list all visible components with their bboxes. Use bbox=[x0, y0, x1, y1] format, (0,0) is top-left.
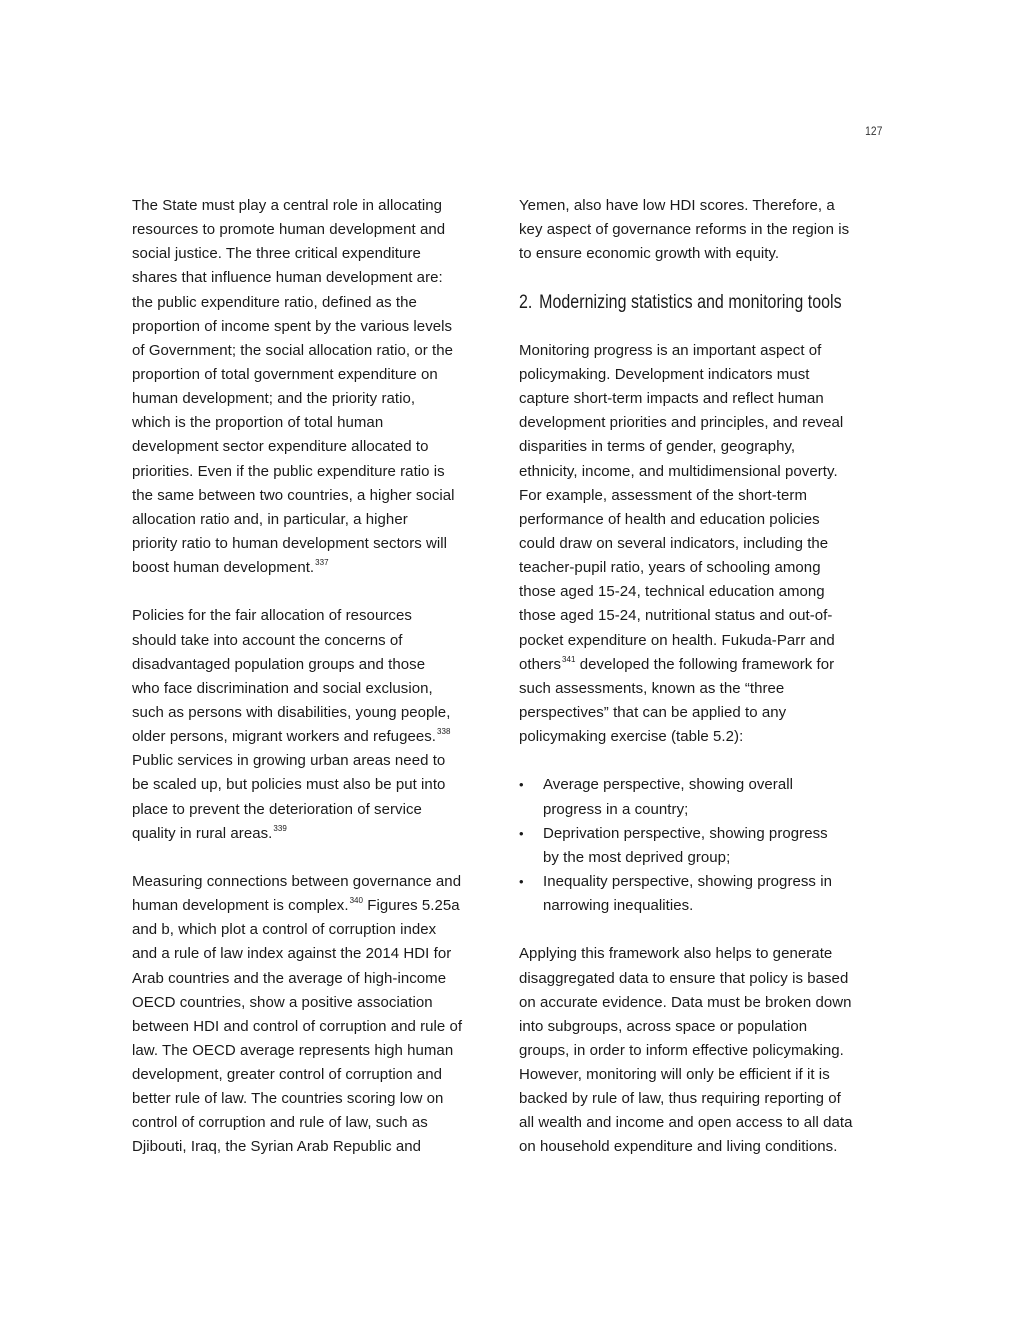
text-line bbox=[132, 556, 502, 580]
text-fragment: older persons, migrant workers and refugees. bbox=[132, 728, 437, 746]
text-line: should take into account the concerns of bbox=[132, 631, 403, 649]
text-line: Measuring connections between governance and bbox=[132, 872, 462, 890]
text-line: proportion of income spent by the various levels bbox=[132, 317, 453, 335]
text-line bbox=[132, 894, 502, 918]
text-fragment: boost human development. bbox=[132, 559, 315, 577]
bullet-item-inequality bbox=[519, 870, 889, 918]
text-line: shares that influence human development are: bbox=[132, 269, 443, 287]
text-line: social justice. The three critical expenditure bbox=[132, 245, 421, 263]
text-line: disaggregated data to ensure that policy is based bbox=[519, 969, 849, 987]
bullet-icon: • bbox=[519, 825, 524, 841]
page-number: 127 bbox=[865, 124, 883, 138]
text-line: those aged 15-24, technical education among bbox=[519, 583, 825, 601]
paragraph-gap bbox=[519, 918, 889, 942]
footnote-ref-338[interactable]: 338 bbox=[437, 727, 451, 737]
text-line: allocation ratio and, in particular, a higher bbox=[132, 510, 408, 528]
text-line: groups, in order to inform effective policymaking. bbox=[519, 1041, 844, 1059]
text-line: policymaking. Development indicators must bbox=[519, 365, 810, 383]
paragraph-state-role bbox=[132, 194, 502, 580]
text-line: the public expenditure ratio, defined as the bbox=[132, 293, 417, 311]
text-line: could draw on several indicators, including the bbox=[519, 534, 829, 552]
text-line: by the most deprived group; bbox=[543, 848, 731, 866]
text-line: development priorities and principles, and reveal bbox=[519, 414, 844, 432]
text-line: to ensure economic growth with equity. bbox=[519, 245, 780, 263]
text-line: OECD countries, show a positive association bbox=[132, 993, 433, 1011]
text-line: priorities. Even if the public expenditure ratio is bbox=[132, 462, 445, 480]
text-line: For example, assessment of the short-term bbox=[519, 486, 807, 504]
text-line: law. The OECD average represents high human bbox=[132, 1041, 454, 1059]
text-line: proportion of total government expenditure on bbox=[132, 365, 438, 383]
paragraph-gap bbox=[519, 749, 889, 773]
text-line: all wealth and income and open access to all data bbox=[519, 1114, 853, 1132]
perspectives-bullet-list bbox=[519, 773, 889, 918]
text-line: development sector expenditure allocated to bbox=[132, 438, 429, 456]
text-line: on accurate evidence. Data must be broken down bbox=[519, 993, 852, 1011]
paragraph-gap bbox=[519, 266, 889, 290]
footnote-ref-337[interactable]: 337 bbox=[315, 558, 329, 568]
text-line: Average perspective, showing overall bbox=[543, 776, 793, 794]
text-fragment: human development is complex. bbox=[132, 897, 349, 915]
text-line: progress in a country; bbox=[543, 800, 689, 818]
text-line: Public services in growing urban areas need to bbox=[132, 752, 446, 770]
text-line: key aspect of governance reforms in the region is bbox=[519, 221, 850, 239]
text-line: such assessments, known as the “three bbox=[519, 679, 785, 697]
section-heading bbox=[519, 291, 842, 315]
right-column bbox=[519, 194, 889, 1160]
paragraph-fair-allocation bbox=[132, 604, 502, 845]
text-line: ethnicity, income, and multidimensional poverty. bbox=[519, 462, 838, 480]
paragraph-applying-framework bbox=[519, 942, 889, 1159]
text-line: which is the proportion of total human bbox=[132, 414, 384, 432]
text-line: and a rule of law index against the 2014 HDI for bbox=[132, 945, 452, 963]
text-line: between HDI and control of corruption and rule of bbox=[132, 1017, 463, 1035]
text-line: capture short-term impacts and reflect human bbox=[519, 390, 824, 408]
text-line: be scaled up, but policies must also be put into bbox=[132, 776, 446, 794]
footnote-ref-339[interactable]: 339 bbox=[273, 823, 287, 833]
bullet-icon: • bbox=[519, 873, 524, 889]
paragraph-yemen-continuation bbox=[519, 194, 889, 266]
text-line bbox=[519, 653, 889, 677]
text-line: human development; and the priority ratio, bbox=[132, 390, 416, 408]
text-line: priority ratio to human development sectors will bbox=[132, 534, 448, 552]
text-fragment: developed the following framework for bbox=[575, 655, 835, 673]
text-line: resources to promote human development and bbox=[132, 221, 446, 239]
text-line: disparities in terms of gender, geography, bbox=[519, 438, 796, 456]
text-line: pocket expenditure on health. Fukuda-Parr and bbox=[519, 631, 835, 649]
text-line: the same between two countries, a higher social bbox=[132, 486, 455, 504]
text-line: policymaking exercise (table 5.2): bbox=[519, 728, 744, 746]
text-line: who face discrimination and social exclusion, bbox=[132, 679, 433, 697]
paragraph-gap bbox=[132, 580, 502, 604]
text-line: Deprivation perspective, showing progress bbox=[543, 824, 828, 842]
text-line: Djibouti, Iraq, the Syrian Arab Republic and bbox=[132, 1138, 422, 1156]
section-number: 2. bbox=[519, 291, 533, 313]
text-line: Policies for the fair allocation of resources bbox=[132, 607, 412, 625]
text-line: Yemen, also have low HDI scores. Therefore, a bbox=[519, 197, 835, 214]
section-title: Modernizing statistics and monitoring tools bbox=[539, 291, 842, 313]
text-line: such as persons with disabilities, young people, bbox=[132, 703, 451, 721]
text-line: perspectives” that can be applied to any bbox=[519, 703, 787, 721]
bullet-item-average bbox=[519, 773, 889, 821]
text-line: However, monitoring will only be efficient if it is bbox=[519, 1066, 830, 1084]
paragraph-gap bbox=[132, 846, 502, 870]
text-line: of Government; the social allocation ratio, or the bbox=[132, 341, 454, 359]
text-line: those aged 15-24, nutritional status and out-of- bbox=[519, 607, 833, 625]
text-line: better rule of law. The countries scoring low on bbox=[132, 1090, 444, 1108]
text-line: development, greater control of corruption and bbox=[132, 1066, 442, 1084]
text-fragment: others bbox=[519, 655, 561, 673]
paragraph-measuring-governance bbox=[132, 870, 502, 1160]
text-line: control of corruption and rule of law, such as bbox=[132, 1114, 428, 1132]
text-line: teacher-pupil ratio, years of schooling among bbox=[519, 559, 821, 577]
text-line: narrowing inequalities. bbox=[543, 897, 694, 915]
text-line: and b, which plot a control of corruption index bbox=[132, 921, 437, 939]
text-line: place to prevent the deterioration of service bbox=[132, 800, 422, 818]
text-line: Arab countries and the average of high-income bbox=[132, 969, 447, 987]
footnote-ref-340[interactable]: 340 bbox=[349, 896, 364, 906]
text-line: Inequality perspective, showing progress in bbox=[543, 872, 832, 890]
footnote-ref-341[interactable]: 341 bbox=[562, 654, 576, 664]
text-line: backed by rule of law, thus requiring reporting of bbox=[519, 1090, 841, 1108]
text-fragment: quality in rural areas. bbox=[132, 824, 273, 842]
text-line: performance of health and education policies bbox=[519, 510, 820, 528]
bullet-item-deprivation bbox=[519, 822, 889, 870]
paragraph-gap bbox=[519, 315, 889, 339]
text-line bbox=[132, 822, 502, 846]
text-line: on household expenditure and living conditions. bbox=[519, 1138, 838, 1156]
text-line: Monitoring progress is an important aspect of bbox=[519, 341, 822, 359]
text-line: Applying this framework also helps to generate bbox=[519, 945, 833, 963]
text-line: The State must play a central role in allocating bbox=[132, 197, 443, 214]
bullet-icon: • bbox=[519, 777, 524, 793]
left-column bbox=[132, 194, 502, 1160]
text-line: disadvantaged population groups and those bbox=[132, 655, 426, 673]
text-line bbox=[132, 725, 502, 749]
paragraph-monitoring-progress bbox=[519, 339, 889, 749]
text-line: into subgroups, across space or population bbox=[519, 1017, 808, 1035]
text-fragment: Figures 5.25a bbox=[363, 897, 460, 915]
